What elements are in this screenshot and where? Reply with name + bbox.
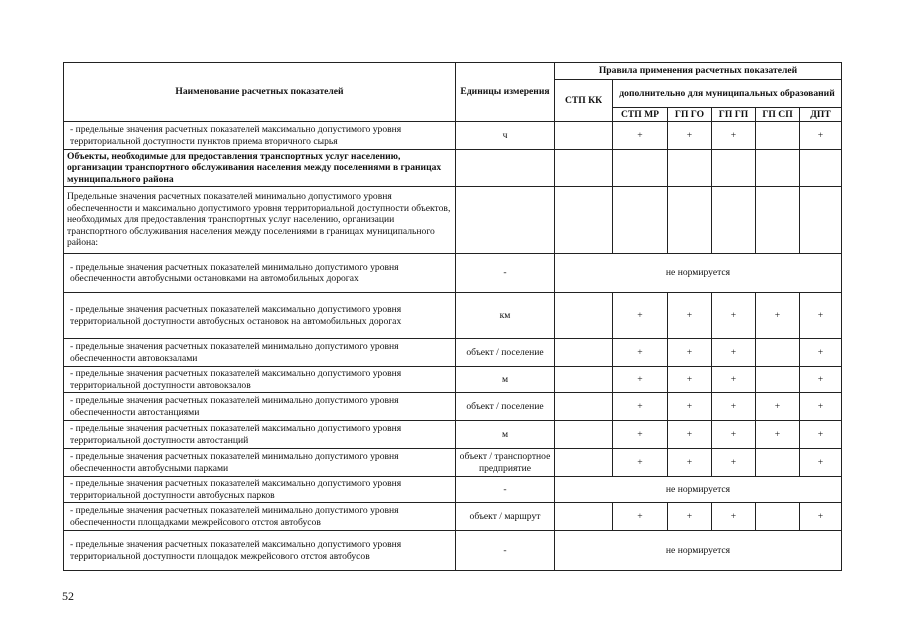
empty-cell (668, 187, 712, 254)
empty-cell (756, 150, 800, 187)
applicability-mark: + (668, 449, 712, 477)
indicators-table (63, 62, 842, 571)
empty-cell (456, 150, 555, 187)
empty-cell (668, 150, 712, 187)
applicability-mark: + (800, 503, 842, 531)
applicability-mark (555, 449, 613, 477)
applicability-mark (555, 339, 613, 367)
empty-cell (712, 187, 756, 254)
header-sub-0: СТП МР (613, 108, 668, 122)
empty-cell (555, 187, 613, 254)
applicability-mark (555, 293, 613, 339)
empty-cell (456, 187, 555, 254)
applicability-mark: + (668, 293, 712, 339)
empty-cell (712, 150, 756, 187)
table-row (64, 367, 842, 393)
applicability-mark: + (613, 449, 668, 477)
applicability-mark (555, 367, 613, 393)
empty-cell (613, 150, 668, 187)
applicability-mark: + (800, 339, 842, 367)
page-number: 52 (62, 589, 74, 603)
row-name: - предельные значения расчетных показателей максимально допустимого уровня территориальной доступности площадок межрейсового отстоя автобусов (64, 531, 456, 571)
empty-cell (800, 187, 842, 254)
table-row (64, 122, 842, 150)
applicability-mark (756, 367, 800, 393)
applicability-mark: + (712, 339, 756, 367)
not-normalized: не нормируется (555, 477, 842, 503)
applicability-mark: + (668, 122, 712, 150)
applicability-mark: + (613, 339, 668, 367)
applicability-mark: + (712, 393, 756, 421)
row-unit: объект / транспортное предприятие (456, 449, 555, 477)
applicability-mark: + (712, 367, 756, 393)
table-row (64, 503, 842, 531)
row-unit: - (456, 531, 555, 571)
table-row (64, 150, 842, 187)
applicability-mark: + (712, 293, 756, 339)
table-row (64, 477, 842, 503)
applicability-mark: + (800, 122, 842, 150)
applicability-mark: + (613, 367, 668, 393)
header-name: Наименование расчетных показателей (64, 63, 456, 122)
applicability-mark: + (800, 421, 842, 449)
applicability-mark (756, 503, 800, 531)
row-name: Объекты, необходимые для предоставления транспортных услуг населению, организации транспортного обслуживания населения между поселениями в границах муниципального района (64, 150, 456, 187)
applicability-mark: + (613, 122, 668, 150)
applicability-mark (555, 122, 613, 150)
empty-cell (800, 150, 842, 187)
applicability-mark: + (613, 421, 668, 449)
table-row (64, 531, 842, 571)
applicability-mark: + (613, 503, 668, 531)
applicability-mark: + (668, 393, 712, 421)
applicability-mark: + (756, 421, 800, 449)
applicability-mark: + (800, 449, 842, 477)
applicability-mark: + (613, 293, 668, 339)
applicability-mark: + (712, 421, 756, 449)
header-sub-4: ДПТ (800, 108, 842, 122)
header-additional: дополнительно для муниципальных образований (613, 80, 842, 108)
header-sub-2: ГП ГП (712, 108, 756, 122)
empty-cell (613, 187, 668, 254)
row-unit: м (456, 421, 555, 449)
applicability-mark: + (756, 293, 800, 339)
table-row (64, 449, 842, 477)
table-row (64, 421, 842, 449)
table-body (64, 122, 842, 571)
applicability-mark (555, 421, 613, 449)
table-row (64, 393, 842, 421)
row-unit: - (456, 477, 555, 503)
applicability-mark (756, 122, 800, 150)
row-name: - предельные значения расчетных показателей минимально допустимого уровня обеспеченности автовокзалами (64, 339, 456, 367)
applicability-mark (756, 449, 800, 477)
header-rules: Правила применения расчетных показателей (555, 63, 842, 80)
row-unit: объект / поселение (456, 393, 555, 421)
row-name: - предельные значения расчетных показателей минимально допустимого уровня обеспеченности автобусными парками (64, 449, 456, 477)
table-row (64, 187, 842, 254)
header-stp-kk: СТП КК (555, 80, 613, 122)
table-row (64, 339, 842, 367)
applicability-mark: + (800, 393, 842, 421)
row-name: - предельные значения расчетных показателей максимально допустимого уровня территориальной доступности автобусных парков (64, 477, 456, 503)
row-name: - предельные значения расчетных показателей максимально допустимого уровня территориальной доступности пунктов приема вторичного сырья (64, 122, 456, 150)
not-normalized: не нормируется (555, 531, 842, 571)
row-unit: км (456, 293, 555, 339)
applicability-mark: + (800, 367, 842, 393)
header-sub-1: ГП ГО (668, 108, 712, 122)
applicability-mark: + (712, 122, 756, 150)
applicability-mark: + (800, 293, 842, 339)
row-unit: м (456, 367, 555, 393)
header-unit: Единицы измерения (456, 63, 555, 122)
row-name: - предельные значения расчетных показателей максимально допустимого уровня территориальной доступности автобусных остановок на автомобильных дорогах (64, 293, 456, 339)
empty-cell (756, 187, 800, 254)
applicability-mark: + (668, 503, 712, 531)
applicability-mark (756, 339, 800, 367)
applicability-mark: + (712, 449, 756, 477)
row-unit: объект / поселение (456, 339, 555, 367)
applicability-mark (555, 503, 613, 531)
row-name: - предельные значения расчетных показателей минимально допустимого уровня обеспеченности автобусными остановками на автомобильных дорогах (64, 254, 456, 293)
applicability-mark: + (668, 339, 712, 367)
not-normalized: не нормируется (555, 254, 842, 293)
applicability-mark: + (613, 393, 668, 421)
row-unit: объект / маршрут (456, 503, 555, 531)
row-name: - предельные значения расчетных показателей минимально допустимого уровня обеспеченности площадками межрейсового отстоя автобусов (64, 503, 456, 531)
row-name: - предельные значения расчетных показателей максимально допустимого уровня территориальной доступности автовокзалов (64, 367, 456, 393)
row-name: Предельные значения расчетных показателей минимально допустимого уровня обеспеченности и максимально допустимого уровня территориальной доступности объектов, необходимых для предоставления транспортных услуг населению, организации транспортного обслуживания населения между поселениями в границах муниципального района: (64, 187, 456, 254)
row-unit: ч (456, 122, 555, 150)
applicability-mark: + (712, 503, 756, 531)
table-row (64, 293, 842, 339)
applicability-mark (555, 393, 613, 421)
table-row (64, 254, 842, 293)
empty-cell (555, 150, 613, 187)
applicability-mark: + (668, 367, 712, 393)
header-sub-3: ГП СП (756, 108, 800, 122)
row-name: - предельные значения расчетных показателей минимально допустимого уровня обеспеченности автостанциями (64, 393, 456, 421)
applicability-mark: + (756, 393, 800, 421)
table-header (64, 63, 842, 122)
row-unit: - (456, 254, 555, 293)
row-name: - предельные значения расчетных показателей максимально допустимого уровня территориальной доступности автостанций (64, 421, 456, 449)
applicability-mark: + (668, 421, 712, 449)
